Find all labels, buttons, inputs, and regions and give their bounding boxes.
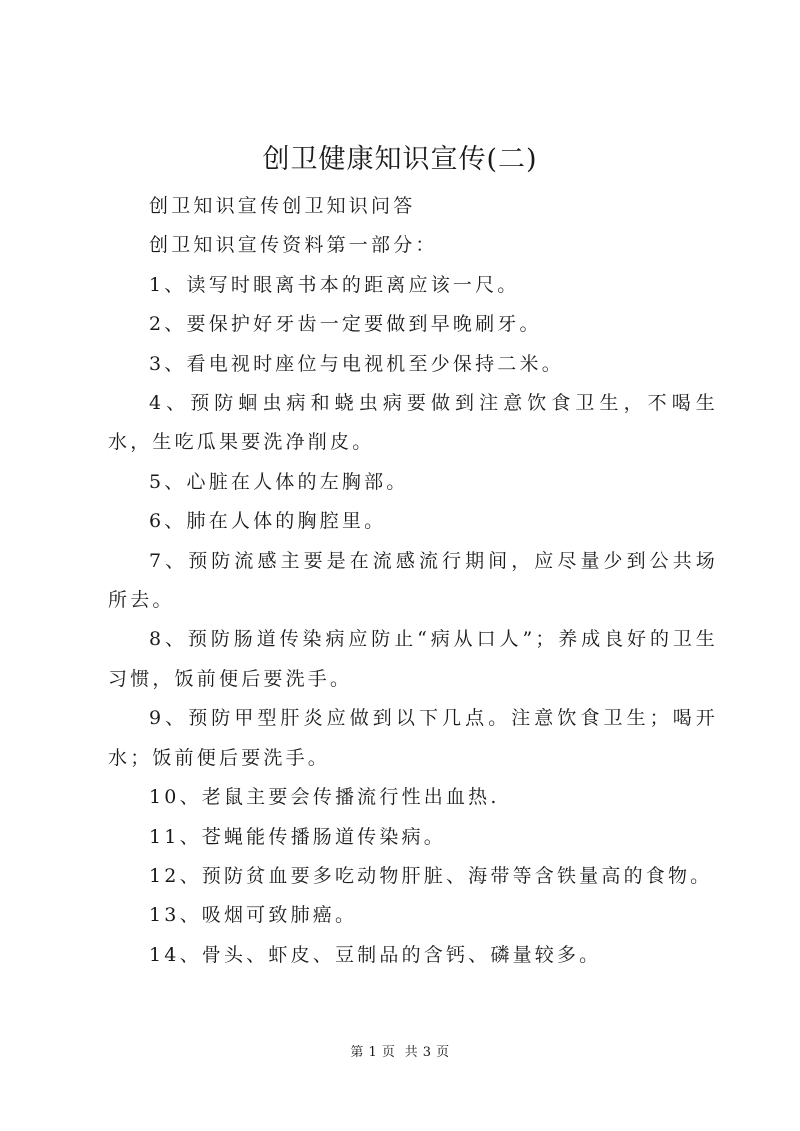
page-footer [0,1043,800,1063]
paragraph: 1、读写时眼离书本的距离应该一尺。 [149,273,520,296]
paragraph: 6、肺在人体的胸腔里。 [149,510,387,533]
page-number-label: 第 1 页 共 3 页 [350,1045,450,1060]
paragraph: 12、预防贫血要多吃动物肝脏、海带等含铁量高的食物。 [149,864,713,887]
paragraph: 10、老鼠主要会传播流行性出血热. [149,786,500,809]
paragraph: 13、吸烟可致肺癌。 [149,904,358,927]
paragraph: 14、骨头、虾皮、豆制品的含钙、磷量较多。 [149,943,602,966]
paragraph: 创卫知识宣传创卫知识问答 [149,195,416,217]
paragraph: 创卫知识宣传资料第一部分： [149,234,438,257]
paragraph: 5、心脏在人体的左胸部。 [149,470,409,493]
document-body [108,187,718,975]
paragraph: 4、预防蛔虫病和蛲虫病要做到注意饮食卫生，不喝生水，生吃瓜果要洗净削皮。 [108,392,718,454]
paragraph: 8、预防肠道传染病应防止“病从口人”；养成良好的卫生习惯，饭前便后要洗手。 [108,628,718,690]
document-title: 创卫健康知识宣传(二) [262,144,538,175]
paragraph: 11、苍蝇能传播肠道传染病。 [149,825,446,848]
paragraph: 3、看电视时座位与电视机至少保持二米。 [149,352,564,375]
paragraph: 7、预防流感主要是在流感流行期间，应尽量少到公共场所去。 [108,549,718,612]
paragraph: 9、预防甲型肝炎应做到以下几点。注意饮食卫生；喝开水；饭前便后要洗手。 [108,707,718,769]
paragraph: 2、要保护好牙齿一定要做到早晚刷牙。 [149,313,542,336]
